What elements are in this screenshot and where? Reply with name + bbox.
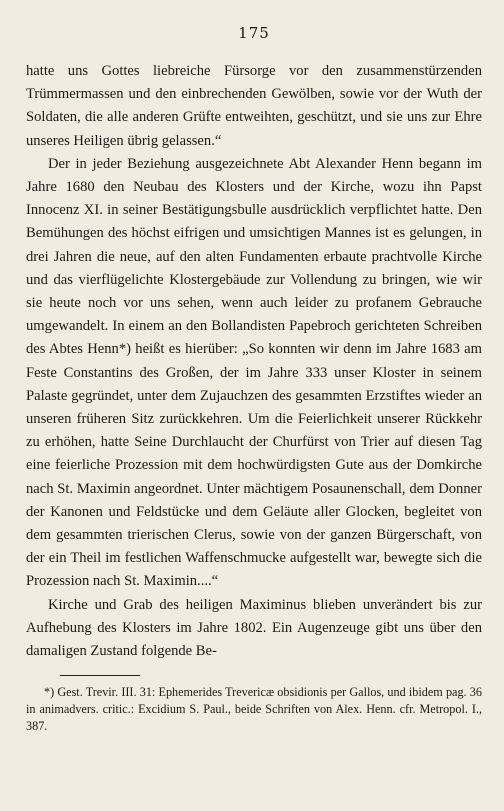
paragraph-abt-henn: Der in jeder Beziehung ausgezeichnete Abt Alexander Henn begann im Jahre 1680 den Neubau des Klosters und der Kirche, wozu ihn Papst Innocenz XI. in seiner Bestätigungsbulle ausdrücklich verpflichtet hatte. Den Bemühungen des höchst eifrigen und umsichtigen Mannes ist es gelungen, in drei Jahren die neue, auf den alten Fundamenten erbaute prachtvolle Kirche und das vierflügelichte Klostergebäude zur Vollendung zu bringen, wie wir sie heute noch vor uns sehen, wenn auch leider zu profanem Gebrauche umgewandelt. In einem an den Bollandisten Papebroch gerichteten Schreiben des Abtes Henn*) heißt es hierüber: „So konnten wir denn im Jahre 1683 am Feste Constantins des Großen, der im Jahre 333 unser Kloster in seinem Palaste gegründet, unter dem Zujauchzen des gesammten Erzstiftes wieder an unseren früheren Sitz zurückkehren. Um die Feierlichkeit unserer Rückkehr zu erhöhen, hatte Seine Durchlaucht der Churfürst von Trier auf diesen Tag eine feierliche Prozession mit dem hochwürdigsten Gute aus der Domkirche nach St. Maximin angeordnet. Unter mächtigem Posaunenschall, dem Donner der Kanonen und Feldstücke und dem Geläute aller Glocken, begleitet von dem gesammten trierischen Clerus, sowie von der ganzen Bürgerschaft, von der ein Theil im festlichen Waffenschmucke aufgestellt war, bewegte sich die Prozession nach St. Maximin....“: [26, 155, 482, 590]
footnote-separator: [60, 675, 140, 676]
main-text: [26, 60, 482, 663]
paragraph-kirche-und-grab: Kirche und Grab des heiligen Maximinus blieben unverändert bis zur Aufhebung des Klosters im Jahre 1802. Ein Augenzeuge gibt uns über den damaligen Zustand folgende Be-: [26, 596, 482, 660]
paragraph-continuation: hatte uns Gottes liebreiche Fürsorge vor den zusammenstürzenden Trümmermassen und den einbrechenden Gewölben, sowie vor der Wuth der Soldaten, die alle anderen Grüfte entweihten, geschützt, und sie uns zur Ehre unseres Heiligen übrig gelassen.“: [26, 63, 482, 149]
page-number: 175: [238, 24, 270, 42]
footnote: *) Gest. Trevir. III. 31: Ephemerides Trevericæ obsidionis per Gallos, und ibidem pag. 36 in animadvers. critic.: Excidium S. Paul., beide Schriften von Alex. Henn. cfr. Metropol. I., 387.: [26, 685, 482, 734]
